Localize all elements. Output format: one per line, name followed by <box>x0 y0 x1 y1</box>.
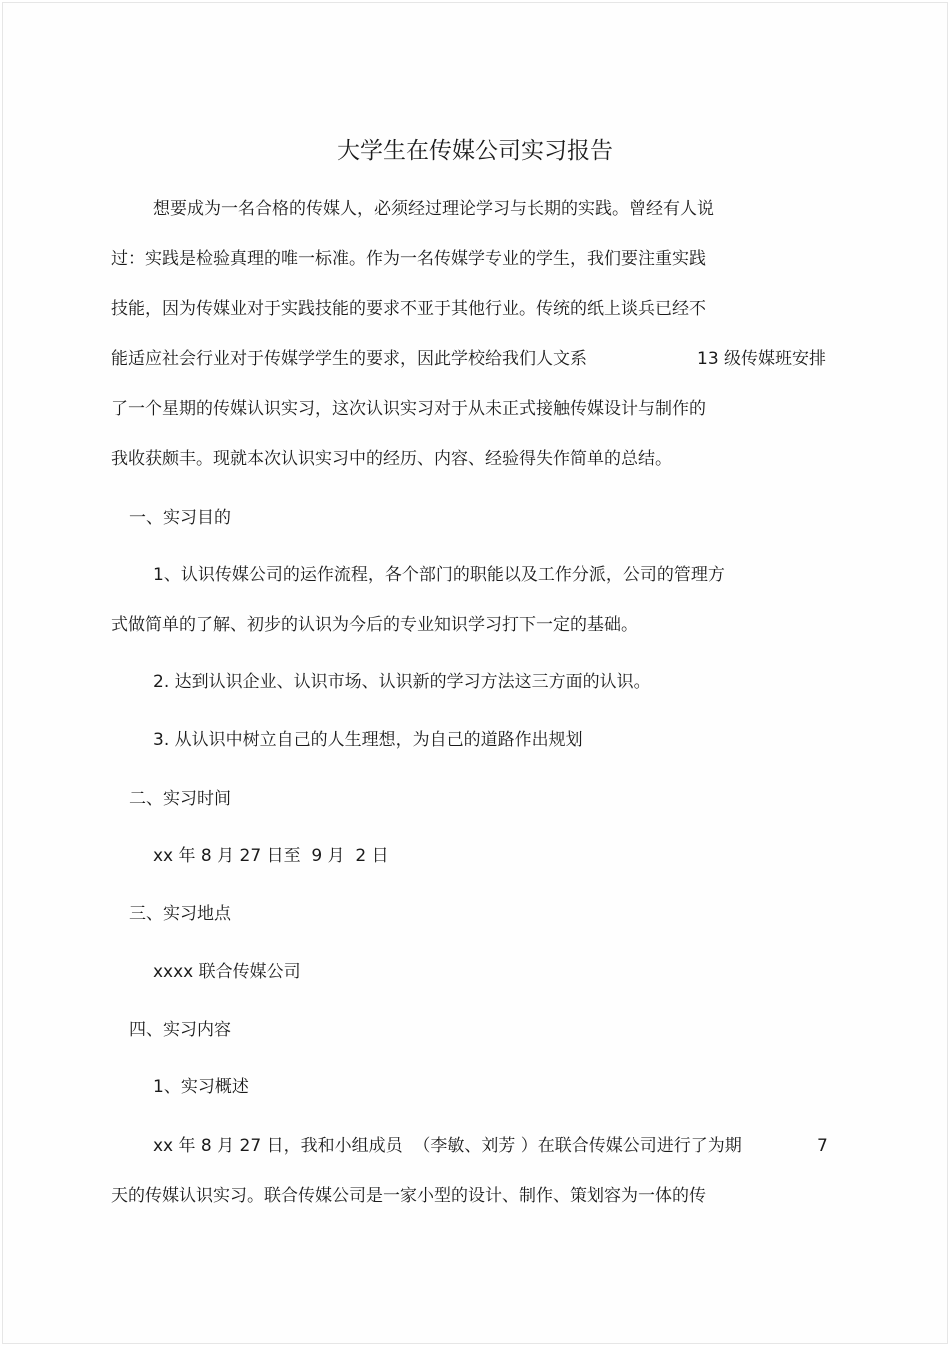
section-heading-location: 三、实习地点 <box>129 904 231 924</box>
purpose-item-3: 3. 从认识中树立自己的人生理想，为自己的道路作出规划 <box>153 730 583 750</box>
intro-line-1: 想要成为一名合格的传媒人，必须经过理论学习与长期的实践。曾经有人说 <box>153 199 714 219</box>
purpose-item-1-line-2: 式做简单的了解、初步的认识为今后的专业知识学习打下一定的基础。 <box>111 615 638 635</box>
document-page <box>2 2 948 1344</box>
intro-line-6: 我收获颇丰。现就本次认识实习中的经历、内容、经验得失作简单的总结。 <box>111 449 672 469</box>
section-heading-time: 二、实习时间 <box>129 789 231 809</box>
overview-line-1-tail: 7 <box>817 1136 828 1156</box>
internship-location: xxxx 联合传媒公司 <box>153 962 301 982</box>
intro-line-4-tail: 13 级传媒班安排 <box>697 349 827 369</box>
intro-line-4: 能适应社会行业对于传媒学学生的要求，因此学校给我们人文系 <box>111 349 587 369</box>
content-subheading-overview: 1、实习概述 <box>153 1077 249 1097</box>
overview-line-2: 天的传媒认识实习。联合传媒公司是一家小型的设计、制作、策划容为一体的传 <box>111 1186 706 1206</box>
intro-line-2: 过：实践是检验真理的唯一标准。作为一名传媒学专业的学生，我们要注重实践 <box>111 249 706 269</box>
overview-line-1: xx 年 8 月 27 日，我和小组成员 （李敏、刘芳 ）在联合传媒公司进行了为期 <box>153 1136 742 1156</box>
purpose-item-1-line-1: 1、认识传媒公司的运作流程，各个部门的职能以及工作分派，公司的管理方 <box>153 565 725 585</box>
internship-dates: xx 年 8 月 27 日至 9 月 2 日 <box>153 846 389 866</box>
section-heading-purpose: 一、实习目的 <box>129 508 231 528</box>
intro-line-5: 了一个星期的传媒认识实习，这次认识实习对于从未正式接触传媒设计与制作的 <box>111 399 706 419</box>
intro-line-3: 技能，因为传媒业对于实践技能的要求不亚于其他行业。传统的纸上谈兵已经不 <box>111 299 706 319</box>
purpose-item-2: 2. 达到认识企业、认识市场、认识新的学习方法这三方面的认识。 <box>153 672 651 692</box>
section-heading-content: 四、实习内容 <box>129 1020 231 1040</box>
page-title: 大学生在传媒公司实习报告 <box>337 138 613 164</box>
